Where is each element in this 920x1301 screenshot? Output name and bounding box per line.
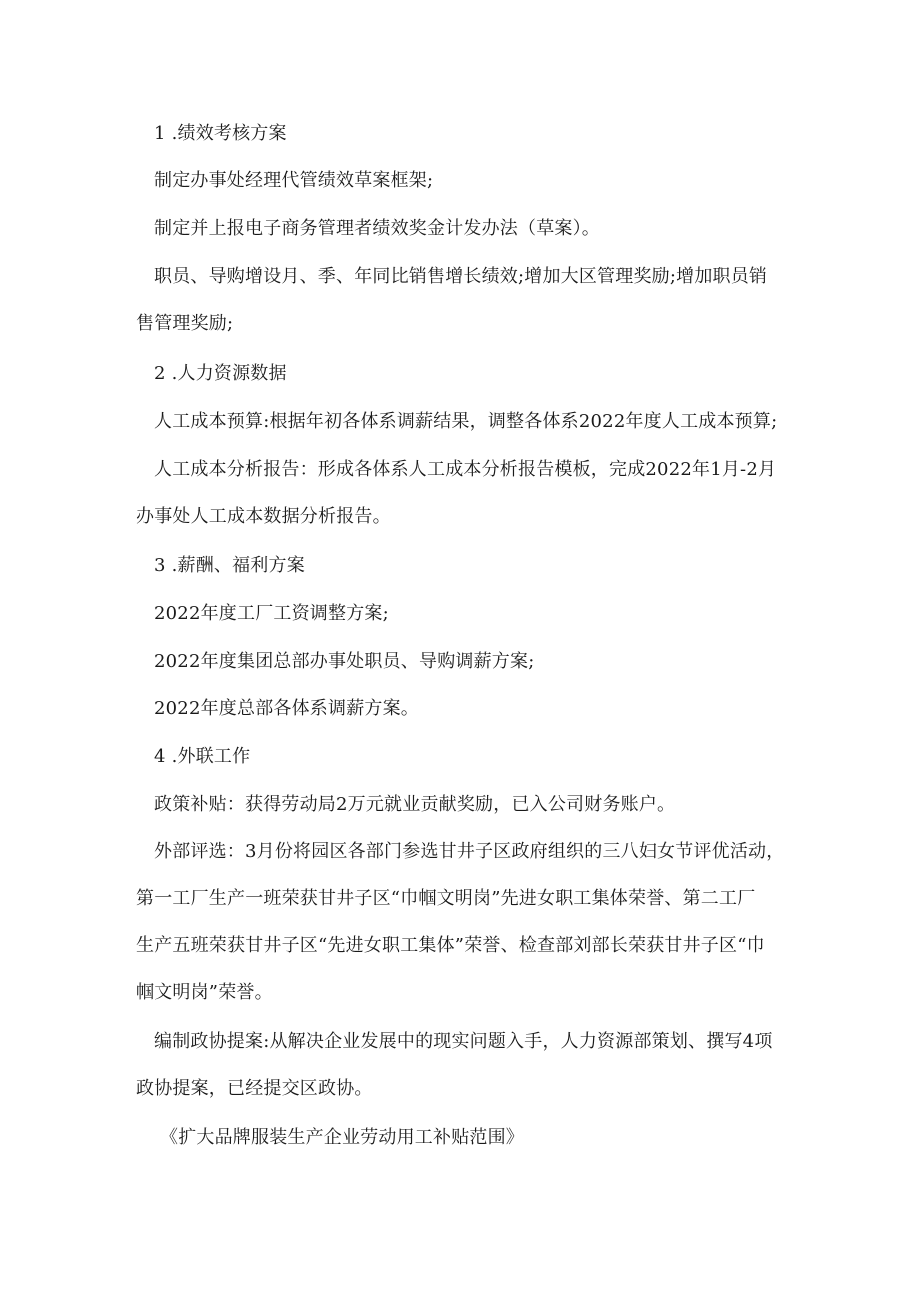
section-4-paragraph-3-line-2: 政协提案，已经提交区政协。 (136, 1078, 373, 1099)
section-4-paragraph-2-line-2: 第一工厂生产一班荣获甘井子区“巾帼文明岗”先进女职工集体荣誉、第二工厂 (136, 888, 756, 909)
section-4-paragraph-2-line-3: 生产五班荣获甘井子区“先进女职工集体”荣誉、检查部刘部长荣获甘井子区“巾 (136, 935, 765, 956)
section-2-heading: 2 .人力资源数据 (154, 363, 287, 384)
section-1-paragraph-3-line-2: 售管理奖励; (136, 313, 234, 334)
section-4-paragraph-1: 政策补贴：获得劳动局2万元就业贡献奖励，已入公司财务账户。 (154, 794, 676, 815)
section-4-paragraph-3-line-1: 编制政协提案:从解决企业发展中的现实问题入手，人力资源部策划、撰写4项 (154, 1031, 773, 1052)
section-1-paragraph-1: 制定办事处经理代管绩效草案框架; (154, 170, 434, 191)
section-3-paragraph-2: 2022年度集团总部办事处职员、导购调薪方案; (154, 651, 535, 672)
section-1-paragraph-3-line-1: 职员、导购增设月、季、年同比销售增长绩效;增加大区管理奖励;增加职员销 (154, 266, 768, 287)
section-3-paragraph-1: 2022年度工厂工资调整方案; (154, 603, 389, 624)
section-3-heading: 3 .薪酬、福利方案 (154, 555, 305, 576)
section-2-paragraph-1: 人工成本预算:根据年初各体系调薪结果，调整各体系2022年度人工成本预算; (154, 411, 778, 432)
section-2-paragraph-2-line-1: 人工成本分析报告：形成各体系人工成本分析报告模板，完成2022年1月-2月 (154, 459, 777, 480)
section-4-paragraph-4: 《扩大品牌服装生产企业劳动用工补贴范围》 (160, 1127, 524, 1148)
section-1-paragraph-2: 制定并上报电子商务管理者绩效奖金计发办法（草案）。 (154, 218, 600, 239)
section-4-paragraph-2-line-4: 帼文明岗”荣誉。 (136, 982, 273, 1003)
section-1-heading: 1 .绩效考核方案 (154, 123, 287, 144)
section-4-heading: 4 .外联工作 (154, 746, 251, 767)
section-2-paragraph-2-line-2: 办事处人工成本数据分析报告。 (136, 506, 391, 527)
section-4-paragraph-2-line-1: 外部评选：3月份将园区各部门参选甘井子区政府组织的三八妇女节评优活动， (154, 841, 785, 862)
section-3-paragraph-3: 2022年度总部各体系调薪方案。 (154, 698, 420, 719)
